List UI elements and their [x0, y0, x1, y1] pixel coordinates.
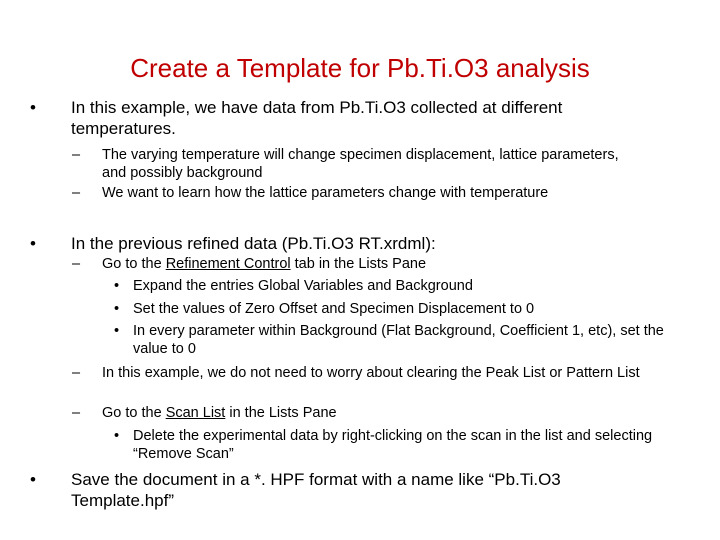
bullet-2-text: In the previous refined data (Pb.Ti.O3 RT.xrdml): [71, 234, 436, 253]
item-2-3-1 [114, 427, 684, 463]
item-2-1-1 [114, 277, 654, 295]
scan-list-link[interactable]: Scan List [165, 405, 226, 421]
dash-marker: – [72, 365, 81, 381]
text-post: in the Lists Pane [225, 405, 337, 421]
refinement-control-link[interactable]: Refinement Control [165, 256, 291, 272]
dash-marker: – [72, 405, 81, 421]
bullet-marker: • [30, 470, 36, 489]
sub-bullet-text [72, 255, 652, 273]
text-pre: Go to the [102, 256, 166, 272]
text-pre: Go to the [102, 405, 166, 421]
sub-bullet-1-1 [72, 146, 632, 182]
item-text: Expand the entries Global Variables and Background [133, 278, 473, 294]
bullet-3-text: Save the document in a *. HPF format with a name like “Pb.Ti.O3 Template.hpf” [71, 470, 561, 510]
dash-marker: – [72, 185, 81, 201]
slide-title: Create a Template for Pb.Ti.O3 analysis [130, 53, 590, 83]
bullet-marker: • [114, 301, 120, 317]
bullet-1 [30, 97, 650, 139]
sub-bullet-text [72, 404, 652, 422]
item-text: Delete the experimental data by right-clicking on the scan in the list and selecting “Remove Scan” [133, 428, 653, 462]
bullet-1-text: In this example, we have data from Pb.Ti.O3 collected at different temperatures. [71, 98, 563, 138]
sub-bullet-1-2 [72, 184, 652, 202]
bullet-marker: • [30, 234, 36, 253]
sub-bullet-2-1 [72, 255, 652, 273]
bullet-2 [30, 233, 650, 254]
bullet-marker: • [30, 98, 36, 117]
text-post: tab in the Lists Pane [290, 256, 427, 272]
item-2-1-2 [114, 300, 654, 318]
sub-bullet-text: In this example, we do not need to worry about clearing the Peak List or Pattern List [102, 365, 640, 381]
sub-bullet-2-3 [72, 404, 652, 422]
bullet-marker: • [114, 323, 120, 339]
item-text: In every parameter within Background (Flat Background, Coefficient 1, etc), set the value to 0 [133, 323, 664, 357]
bullet-marker: • [114, 278, 120, 294]
bullet-3 [30, 469, 630, 511]
bullet-marker: • [114, 428, 120, 444]
sub-bullet-text: We want to learn how the lattice parameters change with temperature [102, 185, 549, 201]
item-text: Set the values of Zero Offset and Specimen Displacement to 0 [133, 301, 535, 317]
item-2-1-3 [114, 322, 674, 358]
sub-bullet-text: The varying temperature will change specimen displacement, lattice parameters, and possibly background [102, 147, 619, 181]
sub-bullet-2-2 [72, 364, 652, 382]
dash-marker: – [72, 147, 81, 163]
dash-marker: – [72, 256, 81, 272]
